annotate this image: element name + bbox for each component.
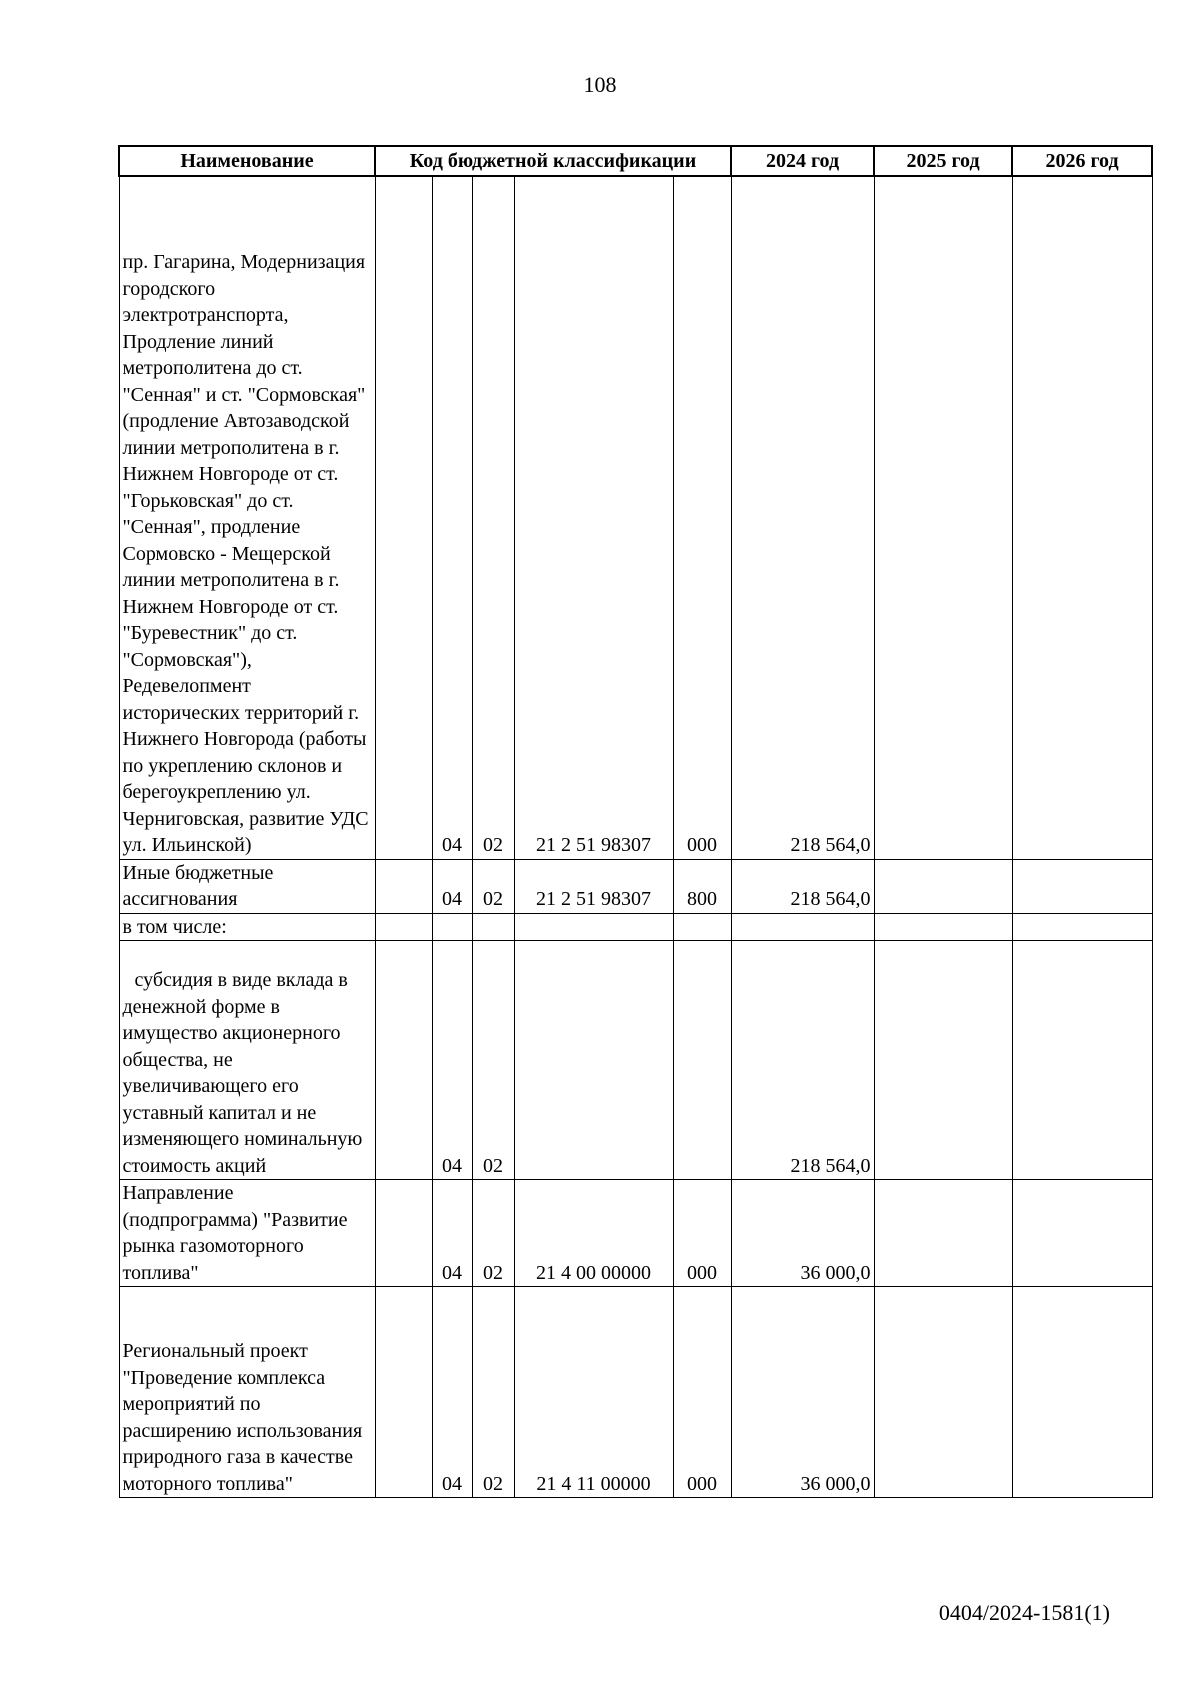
row-amount-2024: 218 564,0 [731, 176, 874, 859]
row-code-target: 21 4 00 00000 [514, 1180, 673, 1287]
table-row [119, 913, 1152, 941]
table-row [119, 859, 1152, 913]
row-code-expense-type: 000 [673, 1180, 731, 1287]
row-name: Направление (подпрограмма) "Развитие рынка газомоторного топлива" [119, 1180, 375, 1287]
row-code-target: 21 2 51 98307 [514, 859, 673, 913]
table-row [119, 941, 1152, 1180]
row-amount-2025 [874, 1287, 1012, 1498]
header-name: Наименование [119, 146, 375, 176]
row-name: Иные бюджетные ассигнования [119, 859, 375, 913]
row-code-1 [375, 859, 432, 913]
row-code-1 [375, 913, 432, 941]
row-code-subsection: 02 [472, 1180, 514, 1287]
row-code-1 [375, 941, 432, 1180]
row-code-subsection: 02 [472, 941, 514, 1180]
row-code-subsection [472, 913, 514, 941]
row-code-target [514, 941, 673, 1180]
row-amount-2026 [1012, 1287, 1152, 1498]
row-name: в том числе: [119, 913, 375, 941]
document-code: 0404/2024-1581(1) [938, 1600, 1110, 1625]
row-amount-2024: 218 564,0 [731, 941, 874, 1180]
row-name: пр. Гагарина, Модернизация городского электротранспорта, Продление линий метрополитена до ст. "Сенная" и ст. "Сормовская" (продление Автозаводской линии метрополитена в г. Нижнем Новгороде от ст. "Горьковская" до ст. "Сенная", продление Сормовско - Мещерской линии метрополитена в г. Нижнем Новгороде от ст. "Буревестник" до ст. "Сормовская"), Редевелопмент исторических территорий г. Нижнего Новгорода (работы по укреплению склонов и берегоукреплению ул. Черниговская, развитие УДС ул. Ильинской) [119, 176, 375, 859]
row-amount-2024: 218 564,0 [731, 859, 874, 913]
page-number: 108 [583, 72, 617, 97]
row-amount-2024: 36 000,0 [731, 1287, 874, 1498]
row-code-subsection: 02 [472, 1287, 514, 1498]
row-code-expense-type: 000 [673, 176, 731, 859]
row-code-target: 21 2 51 98307 [514, 176, 673, 859]
table-header-row [119, 146, 1152, 176]
row-amount-2026 [1012, 1180, 1152, 1287]
row-code-subsection: 02 [472, 859, 514, 913]
row-code-1 [375, 176, 432, 859]
header-year-2024: 2024 год [731, 146, 874, 176]
row-amount-2025 [874, 1180, 1012, 1287]
budget-table [118, 145, 1153, 1498]
row-code-target: 21 4 11 00000 [514, 1287, 673, 1498]
table-row [119, 176, 1152, 859]
row-code-expense-type [673, 941, 731, 1180]
row-amount-2026 [1012, 176, 1152, 859]
row-code-expense-type [673, 913, 731, 941]
row-amount-2025 [874, 941, 1012, 1180]
table-row [119, 1180, 1152, 1287]
row-code-expense-type: 800 [673, 859, 731, 913]
row-code-section: 04 [432, 176, 472, 859]
row-amount-2025 [874, 176, 1012, 859]
row-amount-2025 [874, 859, 1012, 913]
row-code-target [514, 913, 673, 941]
row-code-section: 04 [432, 1287, 472, 1498]
table-row [119, 1287, 1152, 1498]
header-code: Код бюджетной классификации [375, 146, 731, 176]
row-code-1 [375, 1287, 432, 1498]
row-name: субсидия в виде вклада в денежной форме в имущество акционерного общества, не увеличивающего его уставный капитал и не изменяющего номинальную стоимость акций [119, 941, 375, 1180]
row-name: Региональный проект "Проведение комплекса мероприятий по расширению использования природного газа в качестве моторного топлива" [119, 1287, 375, 1498]
row-code-section: 04 [432, 859, 472, 913]
row-code-1 [375, 1180, 432, 1287]
row-code-section: 04 [432, 1180, 472, 1287]
header-year-2025: 2025 год [874, 146, 1012, 176]
row-amount-2024 [731, 913, 874, 941]
row-amount-2026 [1012, 859, 1152, 913]
header-year-2026: 2026 год [1012, 146, 1152, 176]
row-amount-2025 [874, 913, 1012, 941]
row-code-section [432, 913, 472, 941]
row-code-section: 04 [432, 941, 472, 1180]
row-amount-2026 [1012, 941, 1152, 1180]
row-code-expense-type: 000 [673, 1287, 731, 1498]
row-amount-2026 [1012, 913, 1152, 941]
row-code-subsection: 02 [472, 176, 514, 859]
row-amount-2024: 36 000,0 [731, 1180, 874, 1287]
